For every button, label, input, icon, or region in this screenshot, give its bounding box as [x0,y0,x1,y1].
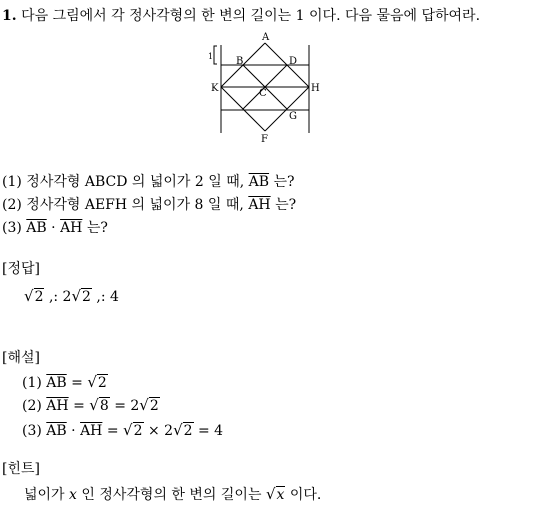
line-number: (3) [22,423,42,439]
sqrt-expression: √2 [24,287,44,305]
line-number: (2) [22,398,42,414]
segment-label: $\overline{AB}$ [248,174,270,190]
radicand: 2 [183,423,193,439]
question-2 [2,198,296,212]
answer-separator: ,: 4 [96,289,119,305]
question-suffix: 는? [86,220,108,236]
result: = 4 [198,423,224,439]
sqrt-expression: √2 [173,421,193,439]
question-text: 정사각형 AEFH 의 넓이가 8 일 때, [26,197,244,213]
sqrt-expression: √x [265,485,285,503]
question-suffix: 는? [275,197,297,213]
hint-text: 인 정사각형의 한 변의 길이는 [81,487,262,503]
line-number: (1) [22,375,42,391]
sqrt-expression: √2 [87,373,107,391]
answer-header: [정답] [2,261,40,277]
label-F: F [261,134,268,145]
label-C: C [259,88,267,99]
equals: = 2 [114,398,140,414]
radicand: 2 [82,289,91,305]
explanation-header: [해설] [2,350,40,366]
answer-separator: ,: 2 [48,289,72,305]
sqrt-expression: √2 [123,421,143,439]
question-number: (1) [2,174,22,190]
radicand: 2 [97,375,107,391]
question-number: (2) [2,197,22,213]
dot-operator: · [51,220,56,236]
question-1 [2,175,295,189]
equals: = [71,375,83,391]
label-A: A [262,32,270,43]
problem-text: 다음 그림에서 각 정사각형의 한 변의 길이는 1 이다. 다음 물음에 답하여라. [21,8,481,24]
segment-label: $\overline{AH}$ [46,398,69,414]
radicand: 2 [34,289,44,305]
answer-body [24,289,119,304]
label-G: G [289,111,297,122]
question-3 [2,221,108,235]
problem-number: 1. [2,8,17,24]
segment-label: $\overline{AB}$ [46,375,67,391]
hint-text: 이다. [289,487,322,503]
times-operator: × 2 [147,423,174,439]
sqrt-expression: √8 [89,396,109,414]
question-text: 정사각형 ABCD 의 넓이가 2 일 때, [26,174,245,190]
dot-operator: · [71,423,76,439]
label-K: K [211,83,219,94]
hint-header: [힌트] [2,461,40,477]
explanation-line-1 [22,375,108,390]
radicand: 2 [149,398,159,414]
label-D: D [289,56,298,67]
explanation-line-3 [22,423,223,438]
radicand: 2 [133,423,143,439]
segment-label: $\overline{AB}$ [46,423,67,439]
sqrt-expression: √2 [139,396,159,414]
explanation-line-2 [22,398,160,413]
label-one: 1 [208,52,214,61]
equals: = [106,423,119,439]
segment-label: $\overline{AB}$ [26,220,47,236]
radicand: 8 [99,398,109,414]
variable: x [69,487,77,503]
label-B: B [236,56,244,67]
hint-body [24,487,321,502]
question-number: (3) [2,220,22,236]
question-suffix: 는? [273,174,295,190]
segment-label: $\overline{AH}$ [80,423,103,439]
radicand: x [276,487,285,503]
label-H: H [311,83,320,94]
sqrt-expression: √2 [71,287,91,305]
hint-text: 넓이가 [24,487,65,503]
equals: = [73,398,85,414]
segment-label: $\overline{AH}$ [60,220,83,236]
segment-label: $\overline{AH}$ [248,197,271,213]
